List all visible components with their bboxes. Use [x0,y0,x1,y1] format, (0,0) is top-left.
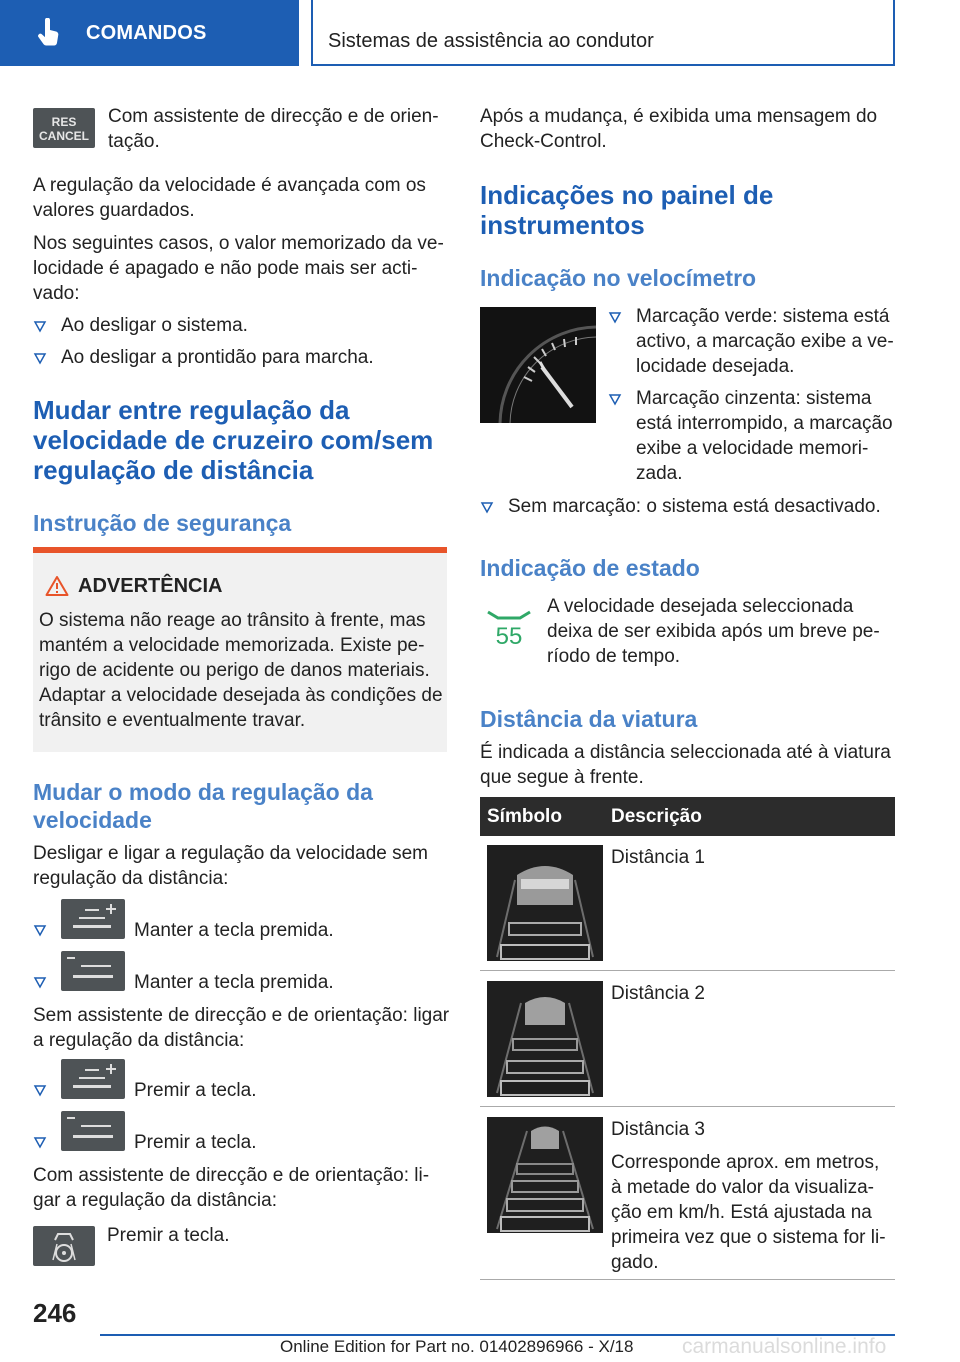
text-line: activo, a marcação exibe a ve- [636,331,894,352]
hand-pointer-icon [36,18,64,48]
heading-speedometer: Indicação no velocímetro [480,265,757,291]
header-section-tab [0,0,299,66]
text-line: gado. [611,1252,659,1273]
warning-triangle-icon [45,575,69,597]
warning-box [33,553,447,752]
distance-minus-key-icon [61,951,125,991]
bullet-triangle-icon [608,393,622,406]
text-line: Nos seguintes casos, o valor memorizado da ve- [33,233,444,254]
heading-distance: Distância da viatura [480,706,698,732]
paragraph-after-change [480,104,877,154]
bullet-triangle-icon [608,311,622,324]
key-instruction: Manter a tecla premida. [134,972,334,993]
text-line: zada. [636,463,683,484]
text-line: exibe a velocidade memori- [636,438,869,459]
warning-text [39,608,443,733]
text-line: Sem assistente de direcção e de orientação: ligar [33,1005,450,1026]
key-instruction: Manter a tecla premida. [134,920,334,941]
heading-panel [480,180,773,240]
edition-text: Online Edition for Part no. 01402896966 - X/18 [280,1337,634,1356]
status-number: 55 [495,623,523,650]
heading-status: Indicação de estado [480,555,700,581]
distance-3-image [487,1117,603,1233]
heading-line: Mudar entre regulação da [33,395,350,425]
paragraph-distance [480,740,891,790]
key-instruction: Premir a tecla. [107,1225,230,1246]
text-line: Distância 3 [611,1119,705,1140]
heading-line: velocidade de cruzeiro com/sem [33,425,434,455]
heading-line: Mudar o modo da regulação da [33,779,373,805]
header-section-label: COMANDOS [86,21,207,44]
text-line: ção em km/h. Está ajustada na [611,1202,872,1223]
res-key-label-1: RES [51,115,77,129]
page-number: 246 [33,1298,77,1328]
bullet-triangle-icon [33,1136,47,1149]
status-text [547,594,880,669]
bullet-triangle-icon [33,1084,47,1097]
text-line: A regulação da velocidade é avançada com os [33,175,426,196]
paragraph-toggle [33,841,428,891]
table-row-description [611,1117,886,1275]
text-line: vado: [33,283,80,304]
watermark: carmanualsonline.info [682,1335,887,1358]
res-cancel-key-icon [33,108,95,148]
res-text-line-1: Com assistente de direcção e de orien- [108,106,439,127]
text-line: que segue à frente. [480,767,644,788]
text-line: Desligar e ligar a regulação da velocidade sem [33,843,429,864]
text-line: rigo de acidente ou perigo de danos materiais. [39,660,430,681]
list-item: Sem marcação: o sistema está desactivado. [508,496,881,517]
distance-plus-key-icon [61,899,125,939]
text-line: Corresponde aprox. em metros, [611,1152,880,1173]
key-instruction: Premir a tecla. [134,1132,257,1153]
list-item [636,304,894,379]
text-line: primeira vez que o sistema for li- [611,1227,886,1248]
text-line: Após a mudança, é exibida uma mensagem do [480,106,878,127]
text-line: está interrompido, a marcação [636,413,893,434]
table-row-description: Distância 1 [611,847,705,868]
column-header-symbol: Símbolo [487,806,562,827]
text-line: a regulação da distância: [33,1030,245,1051]
text-line: A velocidade desejada seleccionada [547,596,854,617]
text-line: O sistema não reage ao trânsito à frente, mas [39,610,426,631]
heading-line: instrumentos [480,210,645,240]
heading-safety: Instrução de segurança [33,510,292,536]
bullet-triangle-icon [33,924,47,937]
key-instruction: Premir a tecla. [134,1080,257,1101]
res-text-line-2: tação. [108,131,160,152]
text-line: locidade é apagado e não pode mais ser acti- [33,258,418,279]
text-line: Check-Control. [480,131,607,152]
steering-assist-key-icon [33,1226,95,1266]
table-header [480,797,895,836]
warning-title: ADVERTÊNCIA [78,575,223,597]
heading-switch-regulation [33,395,433,485]
table-row-description: Distância 2 [611,983,705,1004]
bullet-triangle-icon [33,352,47,365]
text-line: gar a regulação da distância: [33,1190,277,1211]
distance-2-image [487,981,603,1097]
text-line: Adaptar a velocidade desejada às condições de [39,685,443,706]
distance-minus-key-icon [61,1111,125,1151]
bullet-triangle-icon [33,976,47,989]
column-header-description: Descrição [611,806,702,827]
bullet-triangle-icon [33,320,47,333]
text-line: valores guardados. [33,200,195,221]
heading-line: regulação de distância [33,455,314,485]
paragraph-without-assist [33,1003,449,1053]
res-key-label-2: CANCEL [39,129,89,143]
table-row-divider [480,1106,895,1107]
heading-mode [33,778,373,834]
text-line: É indicada a distância seleccionada até à viatura [480,742,891,763]
set-speed-status-icon [484,600,534,650]
paragraph-advanced [33,173,426,223]
text-line: regulação da distância: [33,868,229,889]
text-line: Com assistente de direcção e de orientação: li- [33,1165,430,1186]
heading-line: velocidade [33,807,152,833]
res-text [108,104,439,154]
table-row-divider [480,1279,895,1280]
text-line: ríodo de tempo. [547,646,681,667]
list-item [636,386,893,486]
text-line: à metade do valor da visualiza- [611,1177,874,1198]
text-line: trânsito e eventualmente travar. [39,710,306,731]
heading-line: Indicações no painel de [480,180,774,210]
text-line: Marcação verde: sistema está [636,306,890,327]
list-item: Ao desligar a prontidão para marcha. [61,347,374,368]
list-item: Ao desligar o sistema. [61,315,248,336]
header-chapter-label: Sistemas de assistência ao condutor [328,30,654,52]
table-row-divider [480,970,895,971]
paragraph-cases [33,231,444,306]
speedometer-image [480,307,596,423]
text-line: mantém a velocidade memorizada. Existe pe- [39,635,425,656]
text-line: deixa de ser exibida após um breve pe- [547,621,880,642]
text-line: Marcação cinzenta: sistema [636,388,872,409]
header-chapter [311,0,895,66]
distance-plus-key-icon [61,1059,125,1099]
text-line: locidade desejada. [636,356,795,377]
distance-1-image [487,845,603,961]
paragraph-with-assist [33,1163,429,1213]
bullet-triangle-icon [480,501,494,514]
